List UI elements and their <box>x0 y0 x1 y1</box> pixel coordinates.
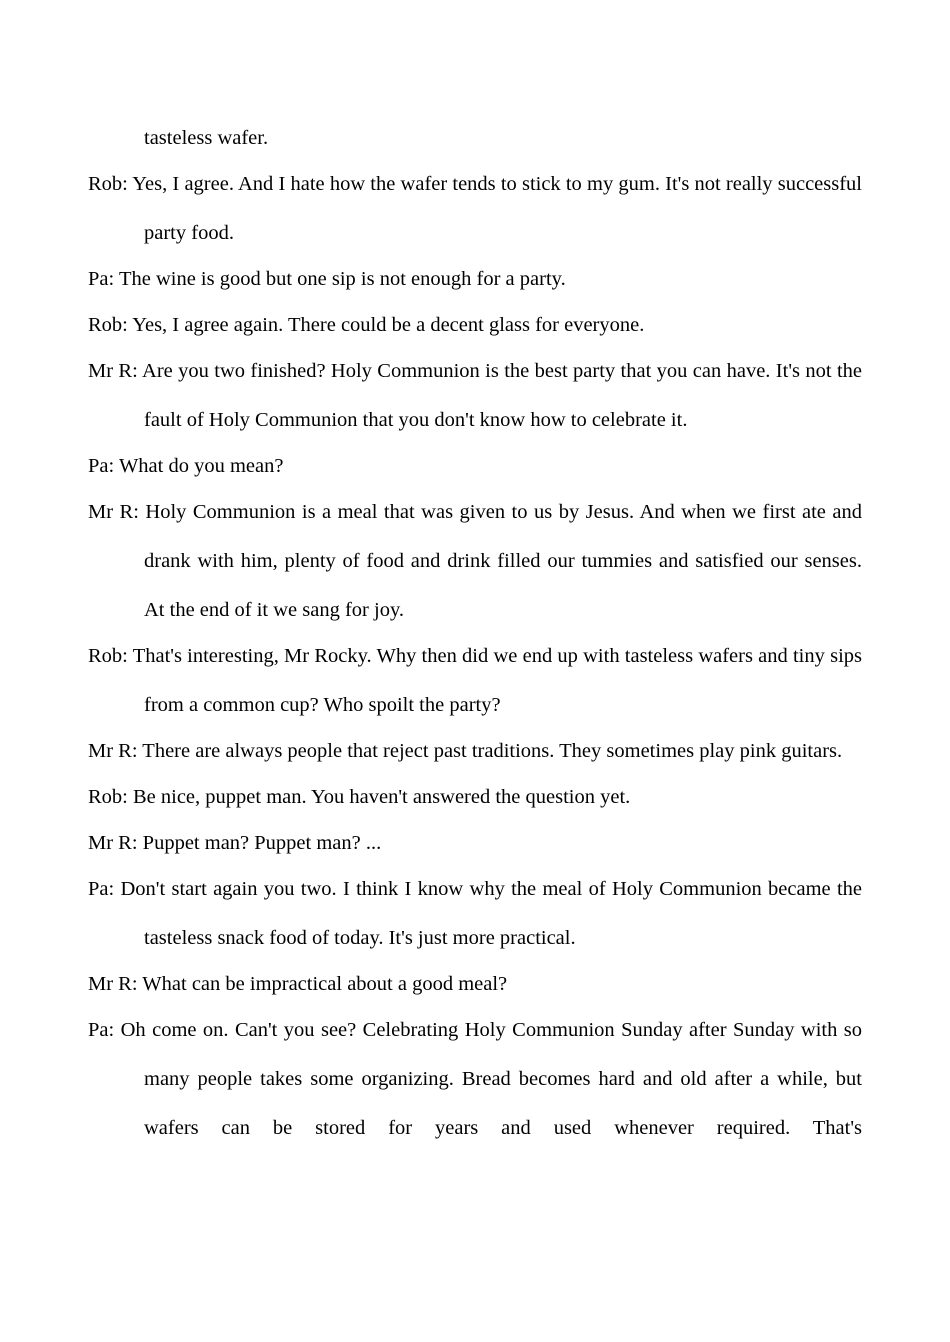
dialogue-paragraph: Rob: Yes, I agree again. There could be a decent glass for everyone. <box>88 314 645 336</box>
dialogue-paragraph: Pa: Don't start again you two. I think I know why the meal of Holy Communion became the tasteless snack food of today. It's just more practical. <box>88 878 862 949</box>
dialogue-paragraph: Mr R: Are you two finished? Holy Communion is the best party that you can have. It's not the fault of Holy Communion that you don't know how to celebrate it. <box>88 360 862 431</box>
dialogue-paragraph: Mr R: What can be impractical about a good meal? <box>88 973 508 995</box>
dialogue-paragraph: Rob: Yes, I agree. And I hate how the wafer tends to stick to my gum. It's not really successful party food. <box>88 173 862 244</box>
dialogue-paragraph: Mr R: Puppet man? Puppet man? ... <box>88 832 382 854</box>
document-page <box>88 114 862 1153</box>
dialogue-paragraph: Pa: Oh come on. Can't you see? Celebrating Holy Communion Sunday after Sunday with so many people takes some organizing. Bread becomes hard and old after a while, but wafers can be stored for years and used whenever required. That's <box>88 1019 862 1139</box>
dialogue-paragraph: Rob: That's interesting, Mr Rocky. Why then did we end up with tasteless wafers and tiny sips from a common cup? Who spoilt the party? <box>88 645 862 716</box>
dialogue-paragraph: Rob: Be nice, puppet man. You haven't answered the question yet. <box>88 786 631 808</box>
dialogue-paragraph: Mr R: Holy Communion is a meal that was given to us by Jesus. And when we first ate and drank with him, plenty of food and drink filled our tummies and satisfied our senses. At the end of it we sang for joy. <box>88 501 862 621</box>
dialogue-paragraph: Mr R: There are always people that reject past traditions. They sometimes play pink guitars. <box>88 740 843 762</box>
dialogue-paragraph: Pa: What do you mean? <box>88 455 284 477</box>
dialogue-paragraph: Pa: The wine is good but one sip is not enough for a party. <box>88 268 566 290</box>
dialogue-paragraph: tasteless wafer. <box>144 127 269 149</box>
